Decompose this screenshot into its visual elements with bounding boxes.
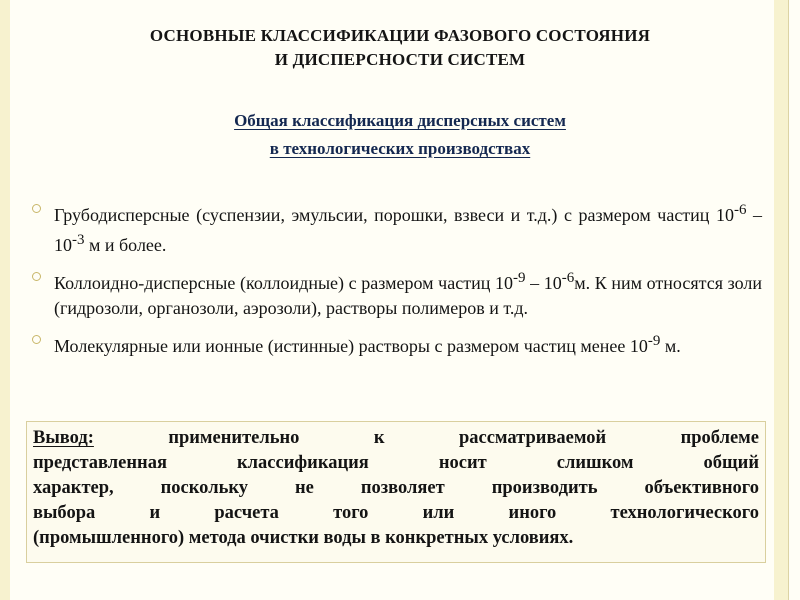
exponent: -9 bbox=[512, 270, 526, 286]
conclusion-line-4: выбора и расчета того или иного технологического bbox=[33, 503, 759, 523]
slide-title-line-2: И ДИСПЕРСНОСТИ СИСТЕМ bbox=[274, 50, 526, 69]
slide-right-border-line bbox=[788, 0, 789, 600]
list-item-molecular-ionic bbox=[32, 329, 762, 359]
conclusion-label: Вывод: bbox=[33, 428, 94, 448]
exponent: -6 bbox=[561, 270, 575, 286]
slide-left-border bbox=[0, 0, 10, 600]
bullet-text: м. К ним относятся золи (гидрозоли, органозоли, аэрозоли), растворы полимеров и т.д. bbox=[54, 273, 762, 318]
exponent: -3 bbox=[72, 232, 85, 248]
conclusion-line-1 bbox=[33, 426, 759, 451]
bullet-text: Коллоидно-дисперсные (коллоидные) с размером частиц 10 bbox=[54, 273, 513, 293]
list-item-colloidal bbox=[32, 266, 762, 321]
slide-subtitle-line-2: в технологических производствах bbox=[269, 139, 531, 158]
conclusion-box bbox=[26, 421, 766, 563]
conclusion-line-5: (промышленного) метода очистки воды в конкретных условиях. bbox=[33, 528, 574, 548]
exponent: -9 bbox=[647, 333, 661, 349]
bullet-text: м. bbox=[660, 336, 681, 356]
bullet-text: – 10 bbox=[525, 273, 562, 293]
conclusion-text: применительно к рассматриваемой проблеме bbox=[93, 428, 759, 448]
slide-title bbox=[60, 24, 740, 72]
slide-title-line-1: ОСНОВНЫЕ КЛАССИФИКАЦИИ ФАЗОВОГО СОСТОЯНИЯ bbox=[149, 26, 651, 45]
slide-subtitle bbox=[100, 107, 700, 163]
conclusion-line-2: представленная классификация носит слишком общий bbox=[33, 453, 759, 473]
bullet-text: м и более. bbox=[84, 235, 167, 255]
slide-subtitle-line-1: Общая классификация дисперсных систем bbox=[234, 111, 566, 130]
bullet-text: – 10 bbox=[54, 205, 762, 255]
bullet-text: Молекулярные или ионные (истинные) растворы с размером частиц менее 10 bbox=[54, 336, 648, 356]
conclusion-line-3: характер, поскольку не позволяет производить объективного bbox=[33, 478, 759, 498]
slide-right-border bbox=[774, 0, 788, 600]
classification-list bbox=[32, 198, 762, 367]
exponent: -6 bbox=[733, 202, 747, 218]
bullet-text: Грубодисперсные (суспензии, эмульсии, порошки, взвеси и т.д.) с размером частиц 10 bbox=[54, 205, 734, 225]
list-item-coarse-dispersed bbox=[32, 198, 762, 258]
